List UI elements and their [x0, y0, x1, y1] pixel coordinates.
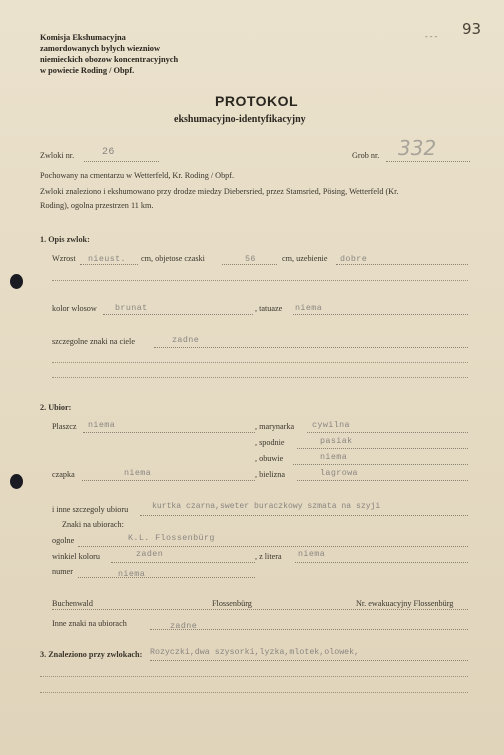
header-line-2: zamordowanych bylych wiezniow	[40, 44, 161, 53]
height-label: Wzrost	[52, 254, 76, 263]
header-line-1: Komisja Ekshumacyjna	[40, 33, 126, 42]
section-3-title: 3. Znaleziono przy zwlokach:	[40, 650, 143, 659]
skull-unit-label: cm, uzebienie	[282, 254, 328, 263]
camp-flossenburg: Flossenbürg	[212, 599, 252, 608]
found-text-line-1: Zwloki znaleziono i ekshumowano przy drodze miedzy Diebersried, przez Stamsried, Pösing, Wetterfeld (Kr.	[40, 187, 399, 196]
section-2-title: 2. Ubior:	[40, 403, 72, 412]
height-unit-label: cm, objetose czaski	[141, 254, 205, 263]
burial-text: Pochowany na cmentarzu w Wetterfeld, Kr. Roding / Obpf.	[40, 171, 235, 180]
remains-number: 26	[102, 147, 115, 158]
shoes-label: , obuwie	[255, 454, 284, 463]
corner-mark: - - -	[425, 32, 438, 41]
jacket-value: cywilna	[312, 420, 350, 430]
trousers-value: pasiak	[320, 436, 353, 446]
teeth-value: dobre	[340, 254, 368, 264]
punch-hole-top	[10, 274, 23, 289]
jacket-label: , marynarka	[255, 422, 295, 431]
remains-label: Zwloki nr.	[40, 151, 75, 160]
number-value: niema	[118, 569, 146, 579]
general-signs-label: ogolne	[52, 536, 75, 545]
page-title: PROTOKOL	[215, 93, 299, 109]
letter-label: , z litera	[255, 552, 282, 561]
trousers-label: , spodnie	[255, 438, 285, 447]
other-clothing-label: i inne szczegoly ubioru	[52, 505, 129, 514]
hair-label: kolor wlosow	[52, 304, 97, 313]
hair-value: brunat	[115, 303, 148, 313]
letter-value: niema	[298, 549, 326, 559]
underwear-value: lagrowa	[320, 468, 358, 478]
coat-label: Plaszcz	[52, 422, 77, 431]
header-line-4: w powiecie Roding / Obpf.	[40, 66, 135, 75]
evacuation-number-label: Nr. ewakuacyjny Flossenbürg	[356, 599, 454, 608]
marks-label: szczegolne znaki na ciele	[52, 337, 135, 346]
underwear-label: , bielizna	[255, 470, 286, 479]
height-value: nieust.	[88, 254, 126, 264]
grave-label: Grob nr.	[352, 151, 380, 160]
shoes-value: niema	[320, 452, 348, 462]
page-number: 93	[462, 20, 482, 38]
page-subtitle: ekshumacyjno-identyfikacyjny	[174, 114, 306, 125]
cap-value: niema	[124, 468, 152, 478]
number-label: numer	[52, 567, 73, 576]
tattoo-value: niema	[295, 303, 323, 313]
cap-label: czapka	[52, 470, 75, 479]
general-signs-value: K.L. Flossenbürg	[128, 533, 215, 543]
other-signs-value: zadne	[170, 621, 198, 631]
triangle-color-label: winkiel koloru	[52, 552, 100, 561]
clothing-signs-label: Znaki na ubiorach:	[62, 520, 124, 529]
section-1-title: 1. Opis zwlok:	[40, 235, 90, 244]
skull-value: 56	[245, 254, 256, 264]
header-line-3: niemieckich obozow koncentracyjnych	[40, 55, 179, 64]
marks-value: zadne	[172, 335, 200, 345]
found-text-line-2: Roding), ogolna przestrzen 11 km.	[40, 201, 154, 210]
other-clothing-value: kurtka czarna,sweter buraczkowy szmata na szyji	[152, 502, 381, 511]
found-items-value: Rozyczki,dwa szysorki,lyzka,mlotek,olowek,	[150, 648, 360, 657]
grave-number: 332	[398, 136, 437, 160]
tattoo-label: , tatuaze	[255, 304, 283, 313]
punch-hole-bottom	[10, 474, 23, 489]
triangle-color-value: zaden	[136, 549, 164, 559]
other-signs-label: Inne znaki na ubiorach	[52, 619, 127, 628]
camp-buchenwald: Buchenwald	[52, 599, 93, 608]
coat-value: niema	[88, 420, 116, 430]
